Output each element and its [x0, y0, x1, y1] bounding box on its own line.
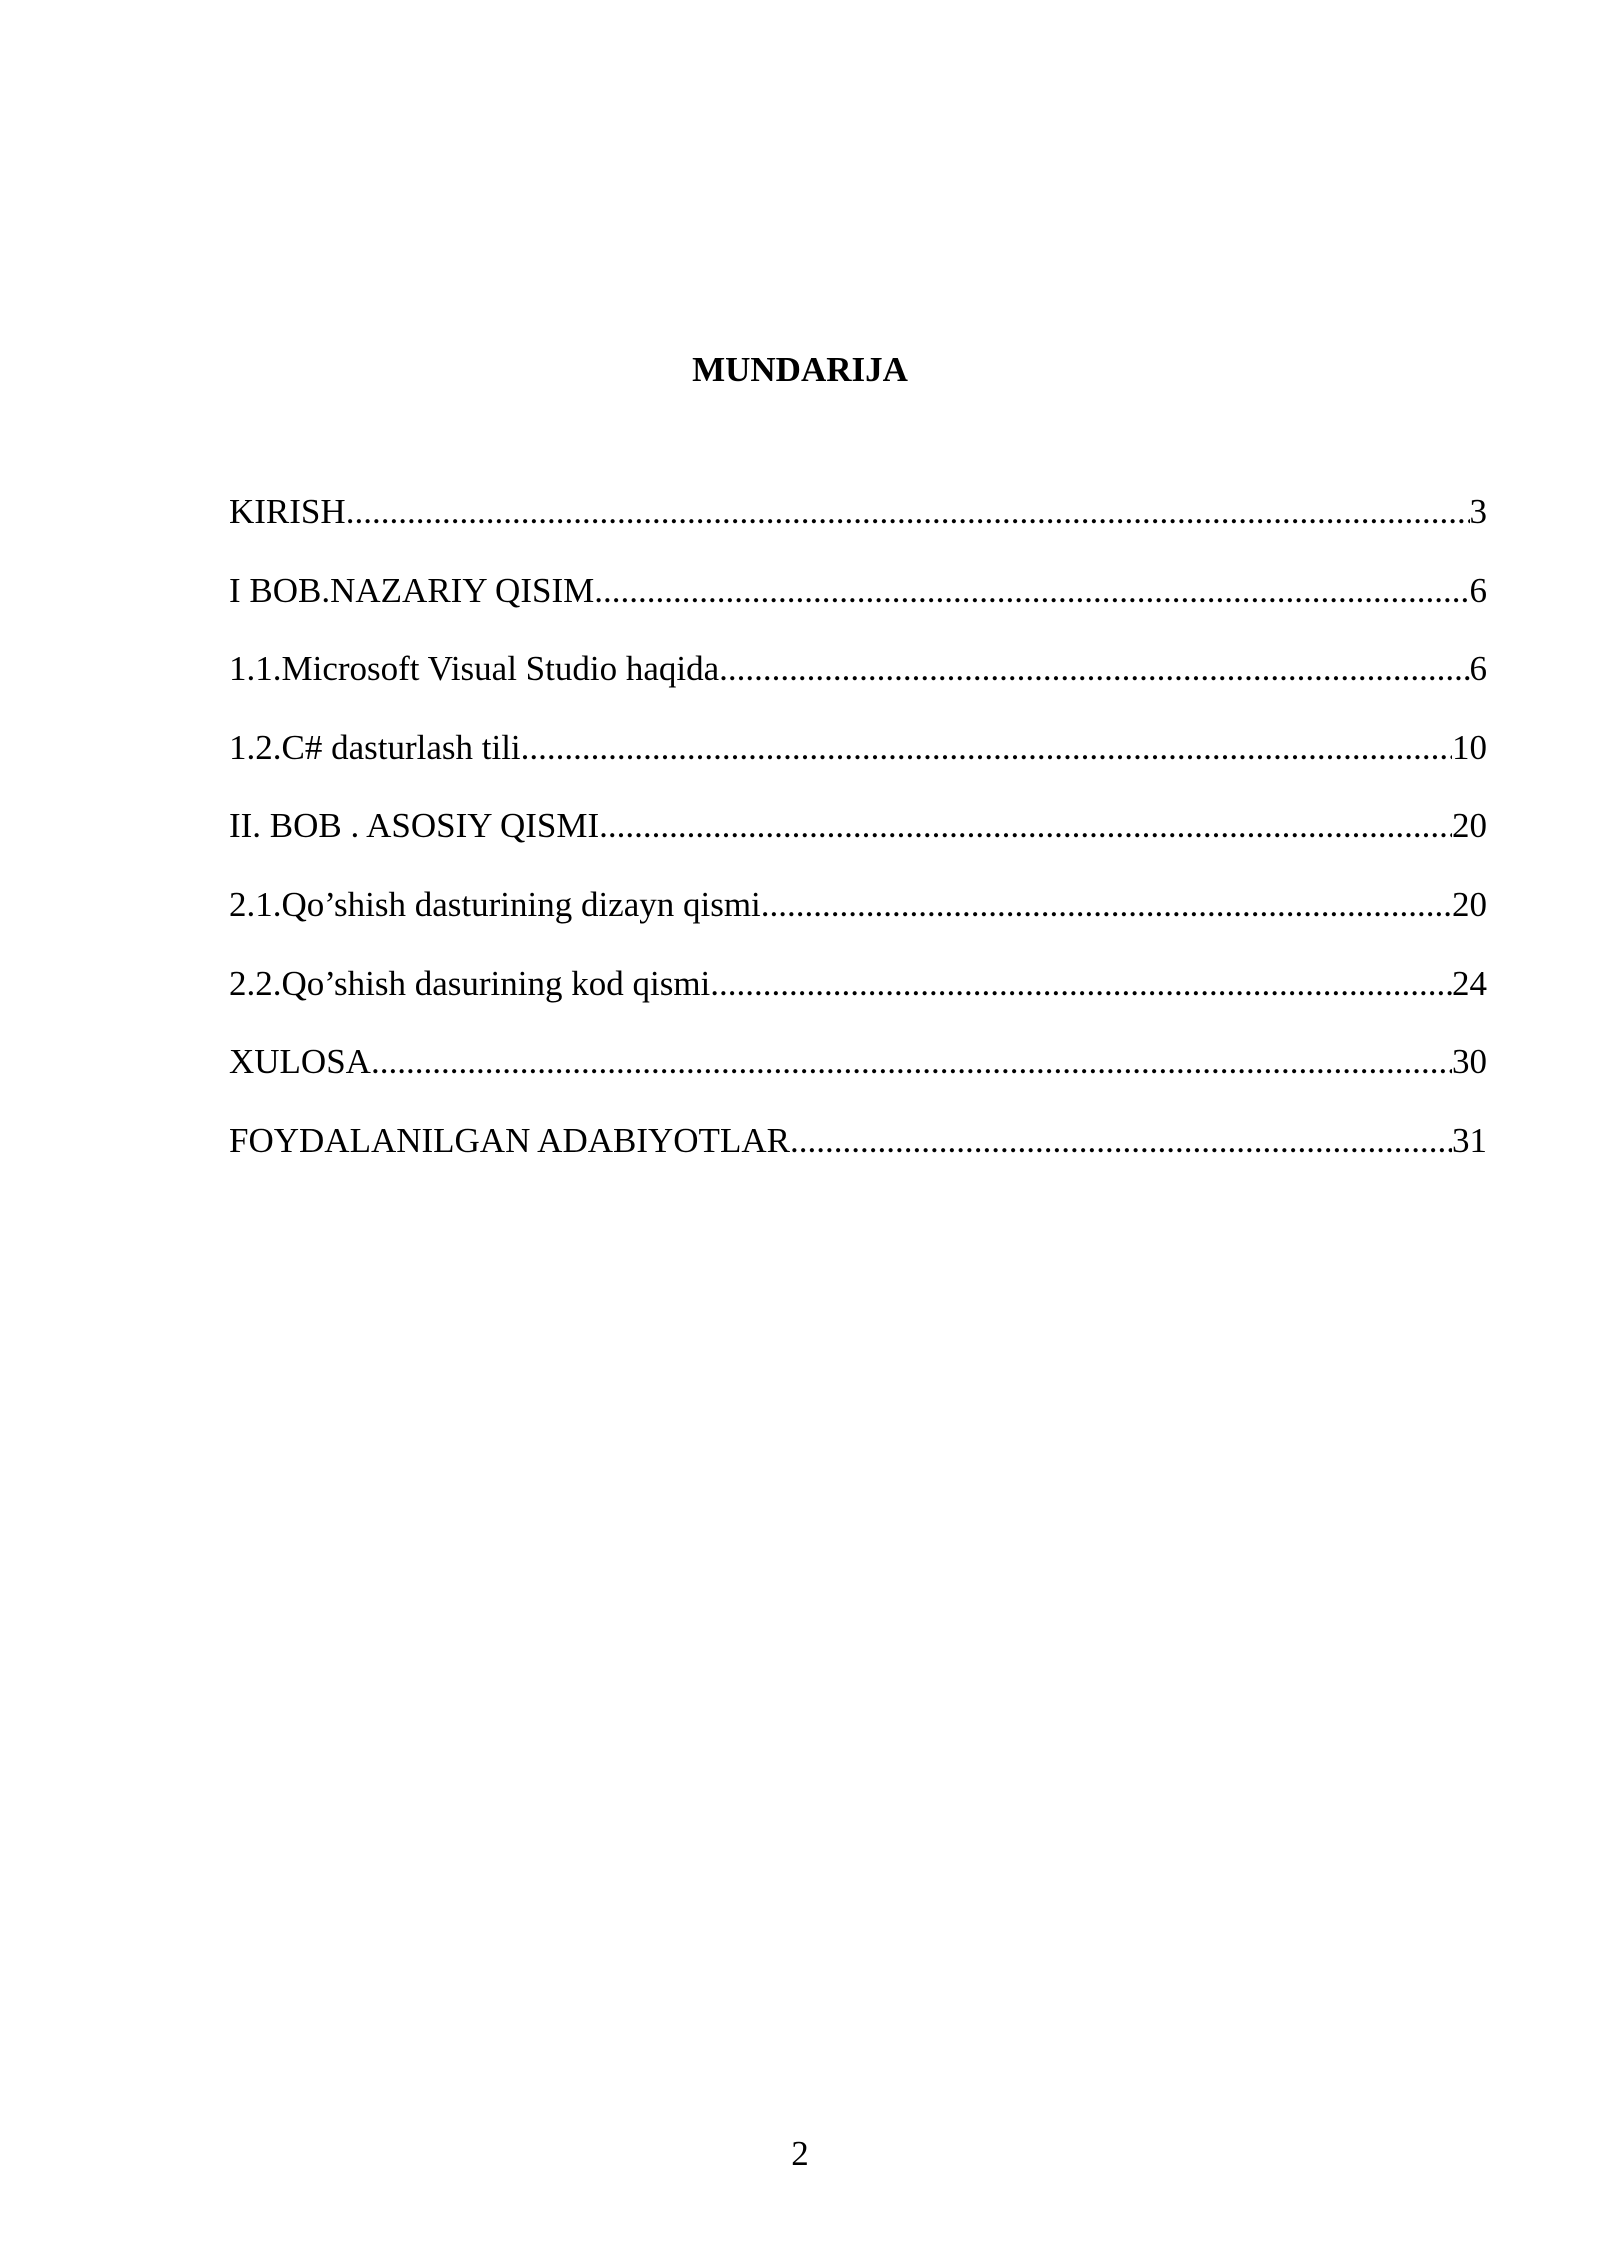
toc-entry-asosiy-qismi	[229, 804, 1487, 883]
table-of-contents	[229, 490, 1487, 1197]
toc-entry-csharp	[229, 726, 1487, 805]
toc-entry-label: 2.2.Qo’shish dasurining kod qismi	[229, 963, 711, 1003]
toc-entry-label: FOYDALANILGAN ADABIYOTLAR	[229, 1120, 790, 1160]
toc-entry-nazariy-qisim	[229, 569, 1487, 648]
toc-entry-label: KIRISH	[229, 492, 346, 531]
toc-leader-dots	[371, 1040, 1452, 1084]
toc-entry-label: 1.1.Microsoft Visual Studio haqida	[229, 649, 720, 689]
toc-entry-xulosa	[229, 1040, 1487, 1119]
toc-entry-page: 24	[1452, 963, 1487, 1003]
page-number: 2	[791, 2134, 809, 2173]
toc-leader-dots	[521, 726, 1452, 770]
toc-entry-adabiyotlar	[229, 1119, 1487, 1198]
toc-entry-label: 1.2.C# dasturlash tili	[229, 727, 521, 767]
toc-leader-dots	[719, 647, 1469, 691]
toc-entry-label: 2.1.Qo’shish dasturining dizayn qismi	[229, 884, 761, 924]
toc-entry-page: 30	[1452, 1042, 1487, 1082]
toc-entry-label: I BOB.NAZARIY QISIM	[229, 570, 595, 610]
toc-entry-page: 31	[1452, 1120, 1487, 1160]
toc-leader-dots	[346, 490, 1470, 534]
toc-entry-label: XULOSA	[229, 1042, 371, 1082]
toc-leader-dots	[599, 804, 1452, 848]
toc-leader-dots	[710, 962, 1452, 1006]
toc-entry-page: 20	[1452, 884, 1487, 924]
toc-entry-kod-qismi	[229, 962, 1487, 1041]
toc-entry-label: II. BOB . ASOSIY QISMI	[229, 806, 600, 846]
toc-leader-dots	[761, 883, 1452, 927]
toc-entry-dizayn-qismi	[229, 883, 1487, 962]
toc-entry-page: 3	[1469, 492, 1487, 531]
page-title: MUNDARIJA	[692, 350, 908, 389]
toc-entry-page: 6	[1469, 570, 1487, 610]
toc-entry-page: 20	[1452, 806, 1487, 846]
toc-leader-dots	[790, 1119, 1452, 1163]
toc-entry-visual-studio	[229, 647, 1487, 726]
toc-leader-dots	[594, 569, 1469, 613]
toc-entry-page: 10	[1452, 727, 1487, 767]
toc-entry-kirish	[229, 490, 1487, 569]
toc-entry-page: 6	[1469, 649, 1487, 689]
